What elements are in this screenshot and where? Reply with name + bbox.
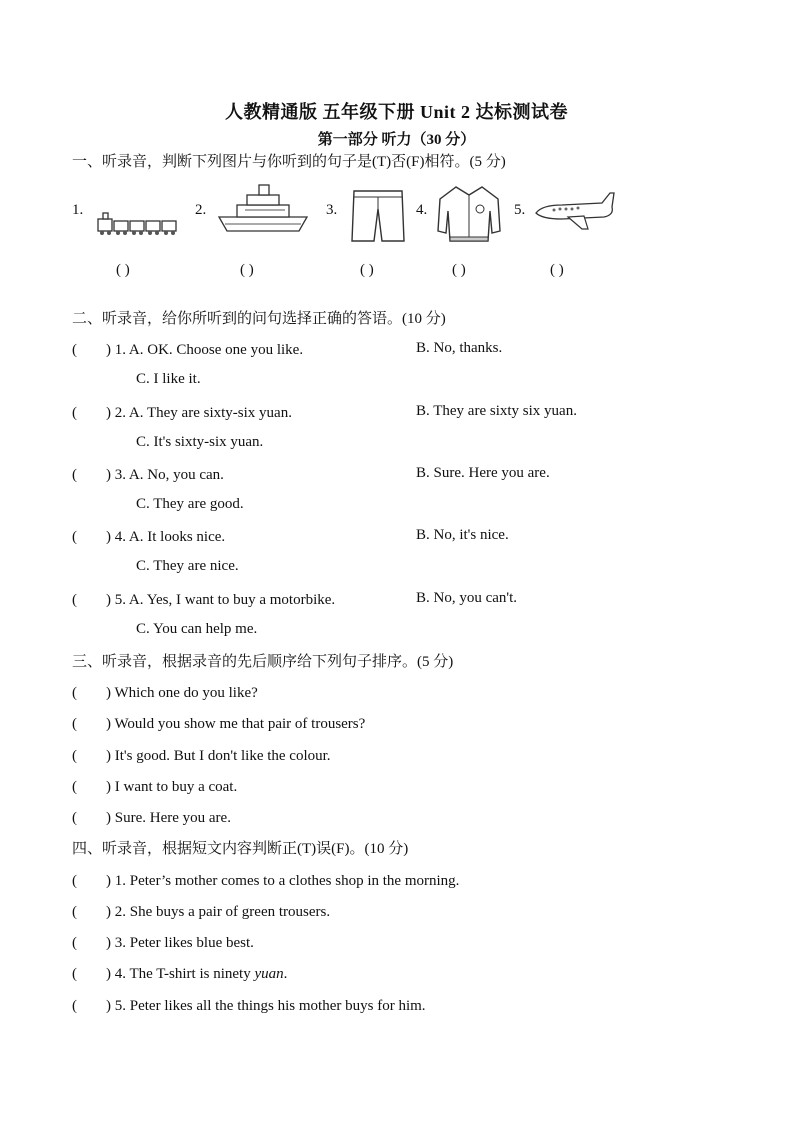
option-b: B. Sure. Here you are. — [416, 465, 550, 481]
option-c: C. You can help me. — [136, 621, 258, 637]
answer-paren[interactable]: ( — [72, 873, 77, 889]
option-c: C. I like it. — [136, 371, 201, 387]
question-row — [72, 403, 292, 423]
sentence-text: ) 3. Peter likes blue best. — [106, 935, 254, 951]
answer-paren[interactable]: ( — [72, 998, 77, 1014]
answer-blank[interactable]: ( ) — [360, 262, 374, 278]
answer-paren[interactable]: ( — [72, 467, 77, 483]
list-item — [72, 933, 254, 953]
shorts-icon — [348, 187, 408, 247]
plane-icon — [532, 185, 616, 235]
train-icon — [94, 185, 180, 245]
list-item — [72, 777, 237, 797]
sentence-text: ) Sure. Here you are. — [106, 810, 231, 826]
answer-blank[interactable]: ( ) — [550, 262, 564, 278]
option-a: ) 2. A. They are sixty-six yuan. — [106, 405, 292, 421]
list-item — [72, 714, 365, 734]
answer-paren[interactable]: ( — [72, 810, 77, 826]
option-a: ) 1. A. OK. Choose one you like. — [106, 342, 304, 358]
section2-heading: 二、听录音，给你所听到的问句选择正确的答语。(10 分) — [72, 311, 446, 327]
option-b: B. No, it's nice. — [416, 527, 509, 543]
answer-paren[interactable]: ( — [72, 405, 77, 421]
answer-paren[interactable]: ( — [72, 779, 77, 795]
list-item — [72, 964, 287, 984]
sentence-text: ) 4. The T-shirt is ninety — [106, 966, 255, 982]
option-a: ) 4. A. It looks nice. — [106, 529, 226, 545]
page-subtitle: 第一部分 听力（30 分） — [317, 132, 476, 148]
page-title: 人教精通版 五年级下册 Unit 2 达标测试卷 — [224, 102, 568, 122]
sentence-text: ) Which one do you like? — [106, 685, 258, 701]
question-row — [72, 590, 335, 610]
answer-paren[interactable]: ( — [72, 966, 77, 982]
question-row — [72, 465, 224, 485]
answer-paren[interactable]: ( — [72, 685, 77, 701]
answer-paren[interactable]: ( — [72, 716, 77, 732]
answer-paren[interactable]: ( — [72, 592, 77, 608]
picture-number: 1. — [72, 202, 84, 218]
list-item — [72, 808, 231, 828]
option-a: ) 5. A. Yes, I want to buy a motorbike. — [106, 592, 336, 608]
answer-paren[interactable]: ( — [72, 748, 77, 764]
option-c: C. They are nice. — [136, 558, 239, 574]
picture-number: 5. — [514, 202, 526, 218]
answer-blank[interactable]: ( ) — [452, 262, 466, 278]
section1-heading: 一、听录音，判断下列图片与你听到的句子是(T)否(F)相符。(5 分) — [72, 154, 506, 170]
option-b: B. No, thanks. — [416, 340, 503, 356]
option-b: B. No, you can't. — [416, 590, 518, 606]
sentence-text: ) Would you show me that pair of trousers? — [106, 716, 366, 732]
picture-number: 4. — [416, 202, 428, 218]
option-a: ) 3. A. No, you can. — [106, 467, 224, 483]
answer-paren[interactable]: ( — [72, 342, 77, 358]
section3-heading: 三、听录音，根据录音的先后顺序给下列句子排序。(5 分) — [72, 654, 454, 670]
option-c: C. They are good. — [136, 496, 244, 512]
list-item — [72, 746, 331, 766]
question-row — [72, 527, 225, 547]
sentence-text: ) I want to buy a coat. — [106, 779, 238, 795]
answer-paren[interactable]: ( — [72, 529, 77, 545]
list-item — [72, 871, 459, 891]
picture-number: 2. — [195, 202, 207, 218]
sentence-text: ) 5. Peter likes all the things his mother buys for him. — [106, 998, 426, 1014]
answer-blank[interactable]: ( ) — [240, 262, 254, 278]
answer-paren[interactable]: ( — [72, 935, 77, 951]
sentence-text: ) 1. Peter’s mother comes to a clothes shop in the morning. — [106, 873, 460, 889]
answer-blank[interactable]: ( ) — [116, 262, 130, 278]
list-item — [72, 683, 258, 703]
ship-icon — [215, 179, 313, 239]
sentence-end: . — [283, 966, 288, 982]
jacket-icon — [434, 181, 504, 247]
option-b: B. They are sixty six yuan. — [416, 403, 577, 419]
sentence-text: ) 2. She buys a pair of green trousers. — [106, 904, 331, 920]
section4-heading: 四、听录音，根据短文内容判断正(T)误(F)。(10 分) — [72, 841, 409, 857]
answer-paren[interactable]: ( — [72, 904, 77, 920]
picture-number: 3. — [326, 202, 338, 218]
list-item — [72, 996, 426, 1016]
option-c: C. It's sixty-six yuan. — [136, 434, 264, 450]
list-item — [72, 902, 330, 922]
question-row — [72, 340, 303, 360]
italic-word: yuan — [254, 966, 284, 982]
sentence-text: ) It's good. But I don't like the colour. — [106, 748, 331, 764]
